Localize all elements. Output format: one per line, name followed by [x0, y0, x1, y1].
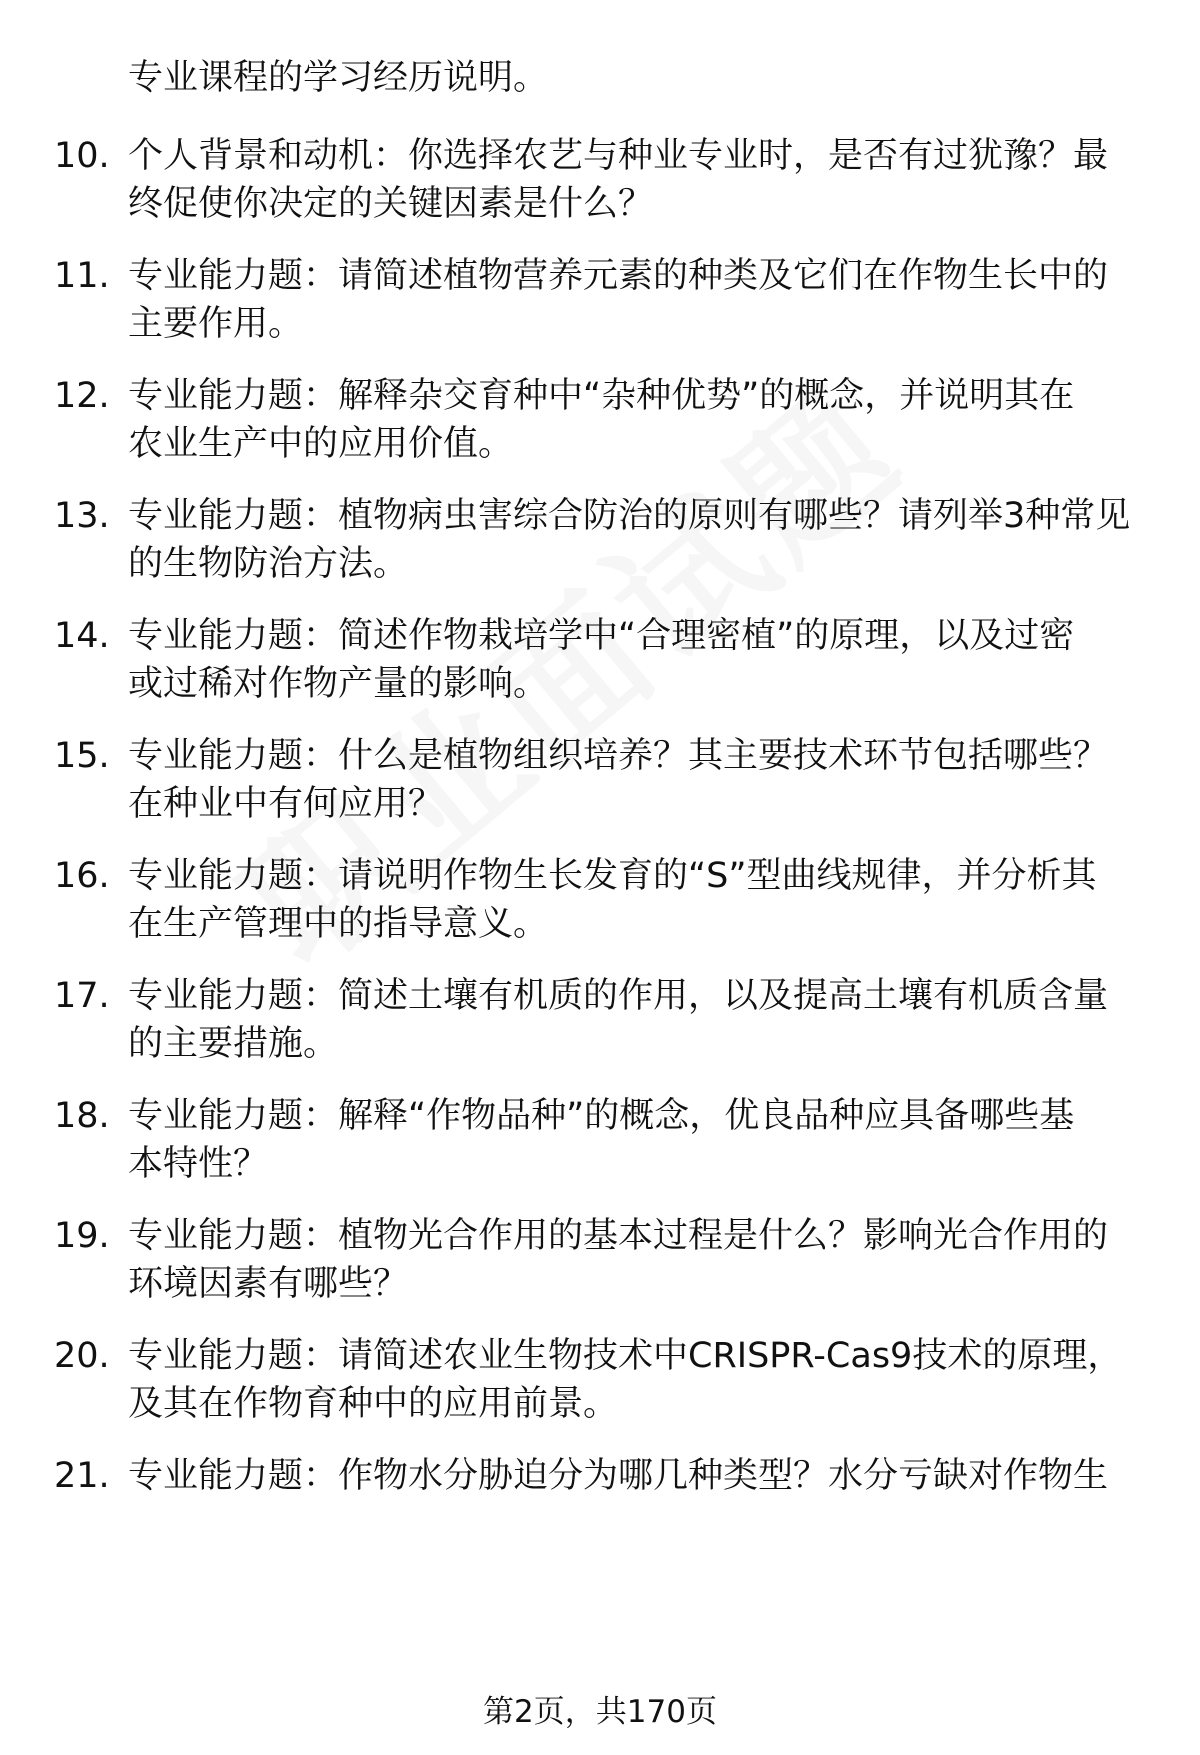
- question-number: 13.: [54, 496, 110, 536]
- question-text-line: 专业能力题：作物水分胁迫分为哪几种类型？水分亏缺对作物生: [128, 1456, 1109, 1496]
- question-number: 20.: [54, 1336, 110, 1376]
- question-text-line: 专业能力题：解释“作物品种”的概念，优良品种应具备哪些基: [128, 1096, 1075, 1136]
- question-text-line: 个人背景和动机：你选择农艺与种业专业时，是否有过犹豫？最: [128, 136, 1109, 176]
- question-number: 16.: [54, 856, 110, 896]
- question-text-line: 在种业中有何应用？: [128, 784, 444, 824]
- question-text-line: 主要作用。: [128, 304, 304, 344]
- question-number: 14.: [54, 616, 110, 656]
- question-text-line: 专业能力题：请说明作物生长发育的“S”型曲线规律，并分析其: [128, 856, 1097, 896]
- question-text-line: 及其在作物育种中的应用前景。: [128, 1384, 619, 1424]
- page-footer: 第2页，共170页: [483, 1694, 717, 1730]
- question-text-line: 专业能力题：解释杂交育种中“杂种优势”的概念，并说明其在: [128, 376, 1075, 416]
- question-text-line: 专业能力题：什么是植物组织培养？其主要技术环节包括哪些？: [128, 736, 1109, 776]
- question-text-line: 的生物防治方法。: [128, 544, 409, 584]
- continuation-text: 专业课程的学习经历说明。: [128, 58, 549, 98]
- question-text-line: 专业能力题：简述作物栽培学中“合理密植”的原理，以及过密: [128, 616, 1075, 656]
- question-text-line: 专业能力题：植物光合作用的基本过程是什么？影响光合作用的: [128, 1216, 1109, 1256]
- question-text-line: 环境因素有哪些？: [128, 1264, 409, 1304]
- question-text-line: 或过稀对作物产量的影响。: [128, 664, 549, 704]
- question-number: 18.: [54, 1096, 110, 1136]
- question-text-line: 专业能力题：请简述农业生物技术中CRISPR-Cas9技术的原理，: [128, 1336, 1123, 1376]
- question-text-line: 专业能力题：简述土壤有机质的作用，以及提高土壤有机质含量: [128, 976, 1109, 1016]
- question-number: 12.: [54, 376, 110, 416]
- question-text-line: 专业能力题：植物病虫害综合防治的原则有哪些？请列举3种常见: [128, 496, 1131, 536]
- question-number: 17.: [54, 976, 110, 1016]
- question-text-line: 在生产管理中的指导意义。: [128, 904, 549, 944]
- question-number: 10.: [54, 136, 110, 176]
- question-text-line: 专业能力题：请简述植物营养元素的种类及它们在作物生长中的: [128, 256, 1109, 296]
- question-number: 19.: [54, 1216, 110, 1256]
- question-text-line: 终促使你决定的关键因素是什么？: [128, 184, 654, 224]
- question-text-line: 本特性？: [128, 1144, 269, 1184]
- question-text-line: 的主要措施。: [128, 1024, 339, 1064]
- question-number: 11.: [54, 256, 110, 296]
- question-number: 21.: [54, 1456, 110, 1496]
- question-number: 15.: [54, 736, 110, 776]
- question-text-line: 农业生产中的应用价值。: [128, 424, 514, 464]
